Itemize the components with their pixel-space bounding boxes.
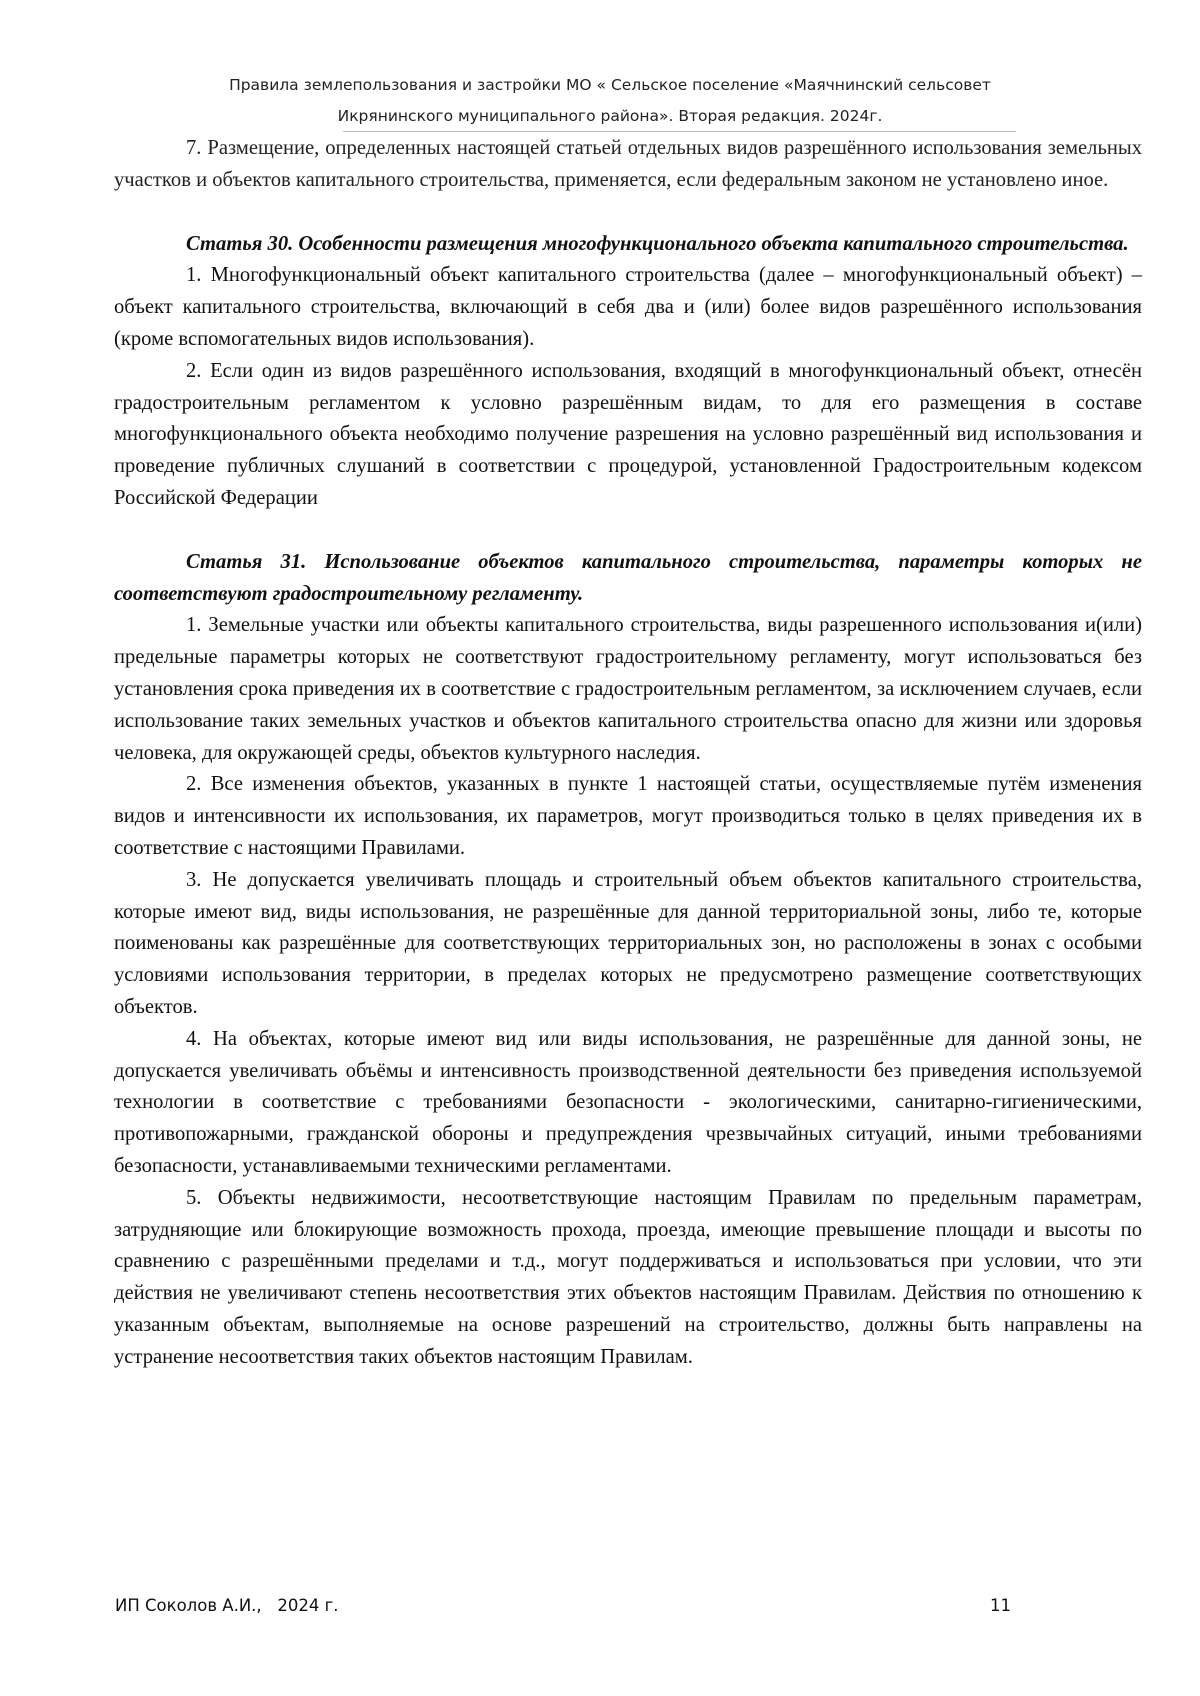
- article-31-paragraph-5: 5. Объекты недвижимости, несоответствующие настоящим Правилам по предельным параметрам, затрудняющие или блокирующие возможность прохода, проезда, имеющие превышение площади и высоты по сравнению с разрешёнными пределами и т.д., могут поддерживаться и использоваться при условии, что эти действия не увеличивают степень несоответствия этих объектов настоящим Правилам. Действия по отношению к указанным объектам, выполняемые на основе разрешений на строительство, должны быть направлены на устранение несоответствия таких объектов настоящим Правилам.: [114, 1186, 1142, 1368]
- article-31-paragraph-4: 4. На объектах, которые имеют вид или виды использования, не разрешённые для данной зоны, не допускается увеличивать объёмы и интенсивность производственной деятельности без приведения используемой технологии в соответствие с требованиями безопасности - экологическими, санитарно-гигиеническими, противопожарными, гражданской обороны и предупреждения чрезвычайных ситуаций, иными требованиями безопасности, устанавливаемыми техническими регламентами.: [114, 1027, 1142, 1177]
- article-31-paragraph-2: 2. Все изменения объектов, указанных в пункте 1 настоящей статьи, осуществляемые путём изменения видов и интенсивности их использования, их параметров, могут производиться только в целях приведения их в соответствие с настоящими Правилами.: [114, 773, 1142, 859]
- document-body: [114, 133, 1142, 1373]
- header-line-2: Икрянинского муниципального района». Вторая редакция. 2024г.: [337, 107, 883, 125]
- paragraph-7: 7. Размещение, определенных настоящей статьей отдельных видов разрешённого использования земельных участков и объектов капитального строительства, применяется, если федеральным законом не установлено иное.: [114, 137, 1142, 191]
- article-30-title: Статья 30. Особенности размещения многофункционального объекта капитального строительства.: [186, 232, 1129, 255]
- article-31-paragraph-3: 3. Не допускается увеличивать площадь и строительный объем объектов капитального строительства, которые имеют вид, виды использования, не разрешённые для данной территориальной зоны, либо те, которые поименованы как разрешённые для соответствующих территориальных зон, но расположены в зонах с особыми условиями использования территории, в пределах которых не предусмотрено размещение соответствующих объектов.: [114, 868, 1142, 1018]
- page-number: 11: [990, 1596, 1011, 1615]
- header-line-1: Правила землепользования и застройки МО « Сельское поселение «Маячнинский сельсовет: [229, 76, 991, 94]
- header-divider: [343, 131, 1016, 132]
- page-header: [180, 70, 1040, 132]
- spacer: [114, 515, 1142, 547]
- article-30-paragraph-2: 2. Если один из видов разрешённого использования, входящий в многофункциональный объект, отнесён градостроительным регламентом к условно разрешённым видам, то для его размещения в составе многофункционального объекта необходимо получение разрешения на условно разрешённый вид использования и проведение публичных слушаний в соответствии с процедурой, установленной Градостроительным кодексом Российской Федерации: [114, 359, 1142, 509]
- article-31-paragraph-1: 1. Земельные участки или объекты капитального строительства, виды разрешенного использования и(или) предельные параметры которых не соответствуют градостроительному регламенту, могут использоваться без установления срока приведения их в соответствие с градостроительным регламентом, за исключением случаев, если использование таких земельных участков и объектов капитального строительства опасно для жизни или здоровья человека, для окружающей среды, объектов культурного наследия.: [114, 614, 1142, 764]
- article-30-paragraph-1: 1. Многофункциональный объект капитального строительства (далее – многофункциональный объект) – объект капитального строительства, включающий в себя два и (или) более видов разрешённого использования (кроме вспомогательных видов использования).: [114, 264, 1142, 350]
- article-31-title: Статья 31. Использование объектов капитального строительства, параметры которых не соответствуют градостроительному регламенту.: [114, 550, 1142, 605]
- footer-author: ИП Соколов А.И., 2024 г.: [115, 1596, 339, 1615]
- spacer: [114, 197, 1142, 229]
